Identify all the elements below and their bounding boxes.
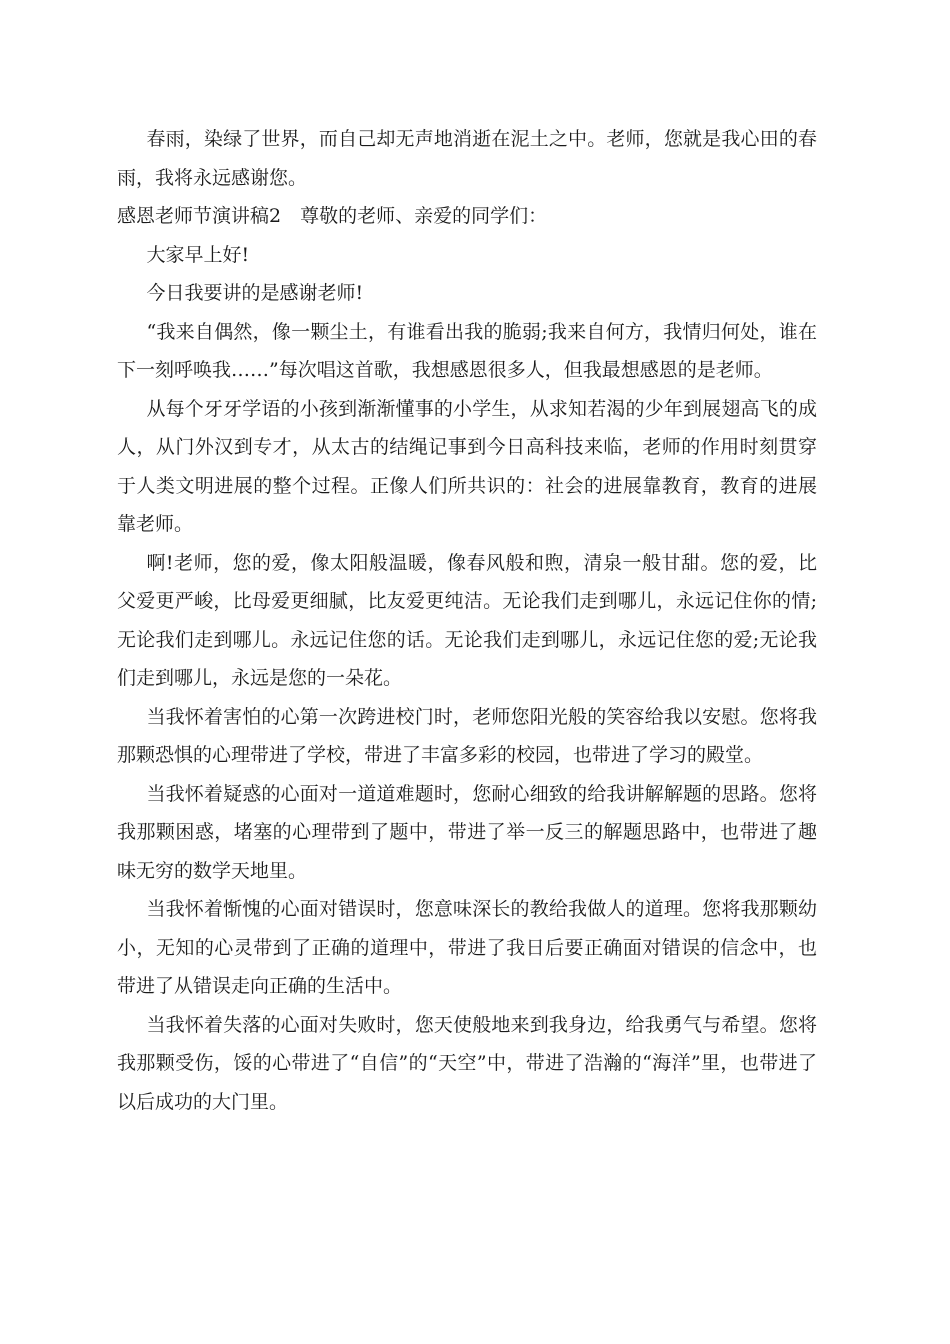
paragraph-facing-failure: 当我怀着失落的心面对失败时，您天使般地来到我身边，给我勇气与希望。您将我那颗受伤，馁的心带进了“自信”的“天空”中，带进了浩瀚的“海洋”里，也带进了以后成功的大门里。 [117,1013,817,1113]
paragraph-first-day: 当我怀着害怕的心第一次跨进校门时，老师您阳光般的笑容给我以安慰。您将我那颗恐惧的心理带进了学校，带进了丰富多彩的校园，也带进了学习的殿堂。 [117,705,817,766]
paragraph-teacher-love: 啊!老师，您的爱，像太阳般温暖，像春风般和煦，清泉一般甘甜。您的爱，比父爱更严峻，比母爱更细腻，比友爱更纯洁。无论我们走到哪儿，永远记住你的情;无论我们走到哪儿。永远记住您的话。无论我们走到哪儿，永远记住您的爱;无论我们走到哪儿，永远是您的一朵花。 [117,551,817,689]
paragraph-topic: 今日我要讲的是感谢老师! [146,282,364,304]
paragraph-facing-mistakes: 当我怀着惭愧的心面对错误时，您意味深长的教给我做人的道理。您将我那颗幼小，无知的心灵带到了正确的道理中，带进了我日后要正确面对错误的信念中，也带进了从错误走向正确的生活中。 [117,898,817,997]
paragraph-song-quote: “我来自偶然，像一颗尘土，有谁看出我的脆弱;我来自何方，我情归何处，谁在下一刻呼唤我……”每次唱这首歌，我想感恩很多人，但我最想感恩的是老师。 [117,320,817,381]
paragraph-teacher-role: 从每个牙牙学语的小孩到渐渐懂事的小学生，从求知若渴的少年到展翅高飞的成人，从门外汉到专才，从太古的结绳记事到今日高科技来临，老师的作用时刻贯穿于人类文明进展的整个过程。正像人们所共识的：社会的进展靠教育，教育的进展靠老师。 [117,397,817,535]
paragraph-difficult-problems: 当我怀着疑惑的心面对一道道难题时，您耐心细致的给我讲解解题的思路。您将我那颗困惑，堵塞的心理带到了题中，带进了举一反三的解题思路中，也带进了趣味无穷的数学天地里。 [117,782,817,882]
paragraph-greeting: 大家早上好! [146,243,250,266]
document-body [117,120,817,1121]
paragraph-spring-rain: 春雨，染绿了世界，而自己却无声地消逝在泥土之中。老师，您就是我心田的春雨，我将永远感谢您。 [117,128,817,189]
speech-title-heading: 感恩老师节演讲稿2 尊敬的老师、亲爱的同学们： [117,205,548,227]
